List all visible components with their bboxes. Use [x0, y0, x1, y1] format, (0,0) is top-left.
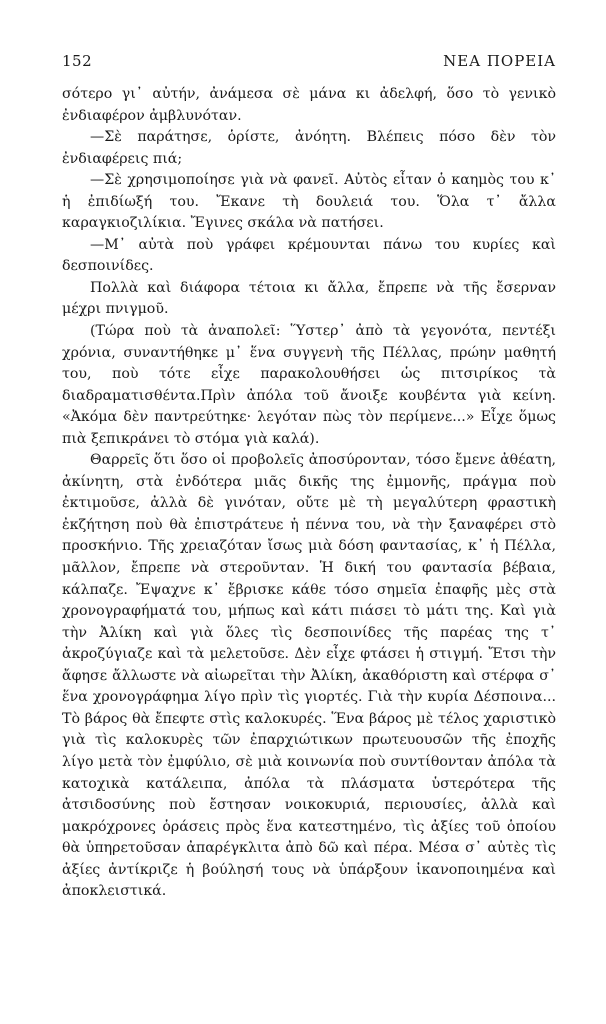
running-title: ΝΕΑ ΠΟΡΕΙΑ [443, 52, 556, 70]
paragraph-parenthetical: (Τώρα ποὺ τὰ ἀναπολεῖ: Ὕστερ᾽ ἀπὸ τὰ γεγονότα, πεντέξι χρόνια, συναντήθηκε μ᾽ ἕνα συγγενὴ τῆς Πέλλας, πρώην μαθητή του, ποὺ τότε εἶχε παρακολουθήσει ὡς πιτσιρίκος τὰ διαδραματισθέντα.Πρὶν ἀπόλα τοῦ ἄνοιξε κουβέντα γιὰ κείνη. «Ἀκόμα δὲν παντρεύτηκε· λεγόταν πὼς τὸν περίμενε...» Εἶχε ὅμως πιὰ ξεπικράνει τὸ στόμα γιὰ καλά). [62, 323, 556, 447]
page-header [62, 52, 556, 70]
page-number: 152 [62, 52, 93, 70]
page-body [62, 84, 556, 903]
paragraph: Πολλὰ καὶ διάφορα τέτοια κι ἄλλα, ἔπρεπε νὰ τῆς ἔσερναν μέχρι πνιγμοῦ. [62, 279, 556, 318]
paragraph-continued: σότερο γι᾽ αὐτήν, ἀνάμεσα σὲ μάνα κι ἀδελφή, ὅσο τὸ γενικὸ ἐνδιαφέρον ἀμβλυνόταν. [62, 86, 556, 124]
paragraph: Θαρρεῖς ὅτι ὅσο οἱ προβολεῖς ἀποσύρονταν, τόσο ἔμενε ἀθέατη, ἀκίνητη, στὰ ἐνδότερα μιᾶς δικῆς της ἐμμονῆς, πράγμα ποὺ ἐκτιμοῦσε, ἀλλὰ δὲ γινόταν, οὔτε μὲ τὴ μεγαλύτερη φραστικὴ ἐκζήτηση ποὺ θὰ ἐπιστράτευε ἡ πέννα του, νὰ τὴν ξαναφέρει στὸ προσκήνιο. Τῆς χρειαζόταν ἴσως μιὰ δόση φαντασίας, κ᾽ ἡ Πέλλα, μᾶλλον, ἔπρεπε νὰ στεροῦνταν. Ἡ δική του φαντασία βέβαια, κάλπαζε. Ἔψαχνε κ᾽ ἔβρισκε κάθε τόσο σημεῖα ἐπαφῆς μὲς στὰ χρονογραφήματά του, μήπως καὶ κάτι πιάσει τὸ μάτι της. Καὶ γιὰ τὴν Ἀλίκη καὶ γιὰ ὅλες τὶς δεσποινίδες τῆς παρέας της τ᾽ ἀκροζύγιαζε καὶ τὰ μελετοῦσε. Δὲν εἶχε φτάσει ἡ στιγμή. Ἔτσι τὴν ἄφησε ἄλλωστε νὰ αἰωρεῖται τὴν Ἀλίκη, ἀκαθόριστη καὶ στέρφα σ᾽ ἕνα χρονογράφημα λίγο πρὶν τὶς γιορτές. Γιὰ τὴν κυρία Δέσποινα... Τὸ βάρος θὰ ἔπεφτε στὶς καλοκυρές. Ἕνα βάρος μὲ τέλος χαριστικὸ γιὰ τὶς καλοκυρὲς τῶν ἐπαρχιώτικων πρωτευουσῶν τῆς ἐποχῆς λίγο μετὰ τὸν ἐμφύλιο, σὲ μιὰ κοινωνία ποὺ συντίθονταν ἀπόλα τὰ κατοχικὰ κατάλειπα, ἀπόλα τὰ πλάσματα ὑστερότερα τῆς ἀτσιδοσύνης ποὺ ἔστησαν νοικοκυριά, περιουσίες, ἀλλὰ καὶ μακρόχρονες ὁράσεις πρὸς ἕνα κατεστημένο, τὶς ἀξίες τοῦ ὁποίου θὰ ὑπηρετοῦσαν ἀπαρέγκλιτα ἀπὸ δῶ καὶ πέρα. Μέσα σ᾽ αὐτὲς τὶς ἀξίες ἀντίκριζε ἡ βούλησή τους νὰ ὑπάρξουν ἱκανοποιημένα καὶ ἀποκλειστικά. [62, 452, 556, 900]
paragraph-dialogue-1: —Σὲ παράτησε, ὁρίστε, ἀνόητη. Βλέπεις πόσο δὲν τὸν ἐνδιαφέρεις πιά; [62, 129, 556, 167]
paragraph-dialogue-2: —Σὲ χρησιμοποίησε γιὰ νὰ φανεῖ. Αὐτὸς εἶταν ὁ καημὸς του κ᾽ ἡ ἐπιδίωξή του. Ἔκανε τὴ δουλειά του. Ὅλα τ᾽ ἄλλα καραγκιοζιλίκια. Ἔγινες σκάλα νὰ πατήσει. [62, 172, 556, 232]
paragraph-dialogue-3: —Μ᾽ αὐτὰ ποὺ γράφει κρέμουνται πάνω του κυρίες καὶ δεσποινίδες. [62, 236, 556, 275]
